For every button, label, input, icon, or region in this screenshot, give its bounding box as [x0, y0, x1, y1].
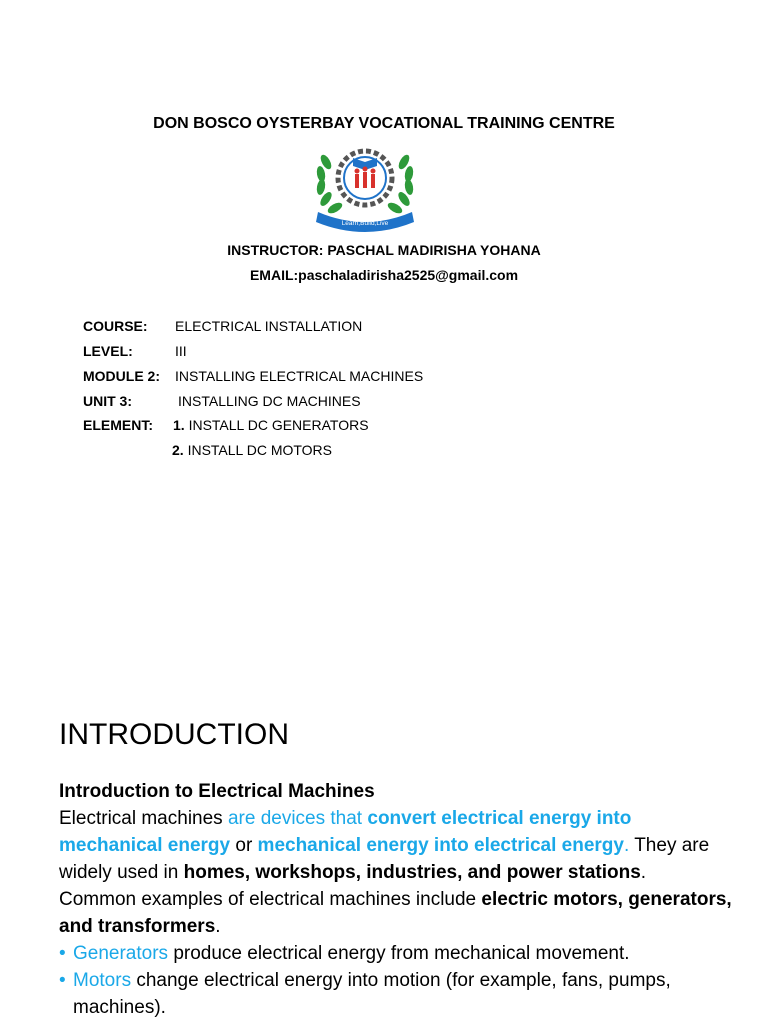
bullet-icon: • [59, 943, 66, 964]
course-label: COURSE: [83, 318, 148, 334]
school-name: DON BOSCO OYSTERBAY VOCATIONAL TRAINING CENTRE [153, 115, 615, 132]
unit-value: INSTALLING DC MACHINES [178, 393, 361, 409]
introduction-heading: INTRODUCTION [59, 718, 289, 751]
machine-types-list [59, 940, 734, 1021]
bullet-icon: • [59, 970, 66, 991]
module-value: INSTALLING ELECTRICAL MACHINES [175, 368, 424, 384]
unit-row [83, 393, 361, 409]
school-logo [310, 142, 420, 234]
level-row [83, 343, 187, 359]
unit-label: UNIT 3: [83, 393, 132, 409]
element-row [83, 417, 369, 433]
level-value: III [175, 343, 187, 359]
intro-paragraph-1: Electrical machines are devices that convert electrical energy into mechanical energy or mechanical energy into electrical energy. They are widely used in homes, workshops, industries, and power stations. [59, 808, 710, 883]
element-2-number: 2. [172, 442, 184, 458]
list-item: • Motors change electrical energy into motion (for example, fans, pumps, machines). [59, 967, 734, 1021]
list-item: • Generators produce electrical energy from mechanical movement. [59, 940, 734, 967]
intro-paragraph-2: Common examples of electrical machines include electric motors, generators, and transformers. [59, 889, 732, 937]
logo-motto: Learn,Build,Live [341, 220, 389, 227]
instructor-name: INSTRUCTOR: PASCHAL MADIRISHA YOHANA [227, 242, 541, 258]
course-value: ELECTRICAL INSTALLATION [175, 318, 363, 334]
instructor-email: EMAIL:paschaladirisha2525@gmail.com [249, 267, 519, 283]
logo-emblem-icon [310, 142, 420, 234]
introduction-subheading: Introduction to Electrical Machines [59, 781, 375, 802]
course-row [83, 318, 363, 334]
element-label: ELEMENT: [83, 417, 153, 433]
element-2-text: INSTALL DC MOTORS [187, 442, 333, 458]
introduction-body [59, 778, 734, 1021]
level-label: LEVEL: [83, 343, 133, 359]
element-1-text: INSTALL DC GENERATORS [188, 417, 369, 433]
module-label: MODULE 2: [83, 368, 160, 384]
element-1-number: 1. [173, 417, 185, 433]
module-row [83, 368, 424, 384]
